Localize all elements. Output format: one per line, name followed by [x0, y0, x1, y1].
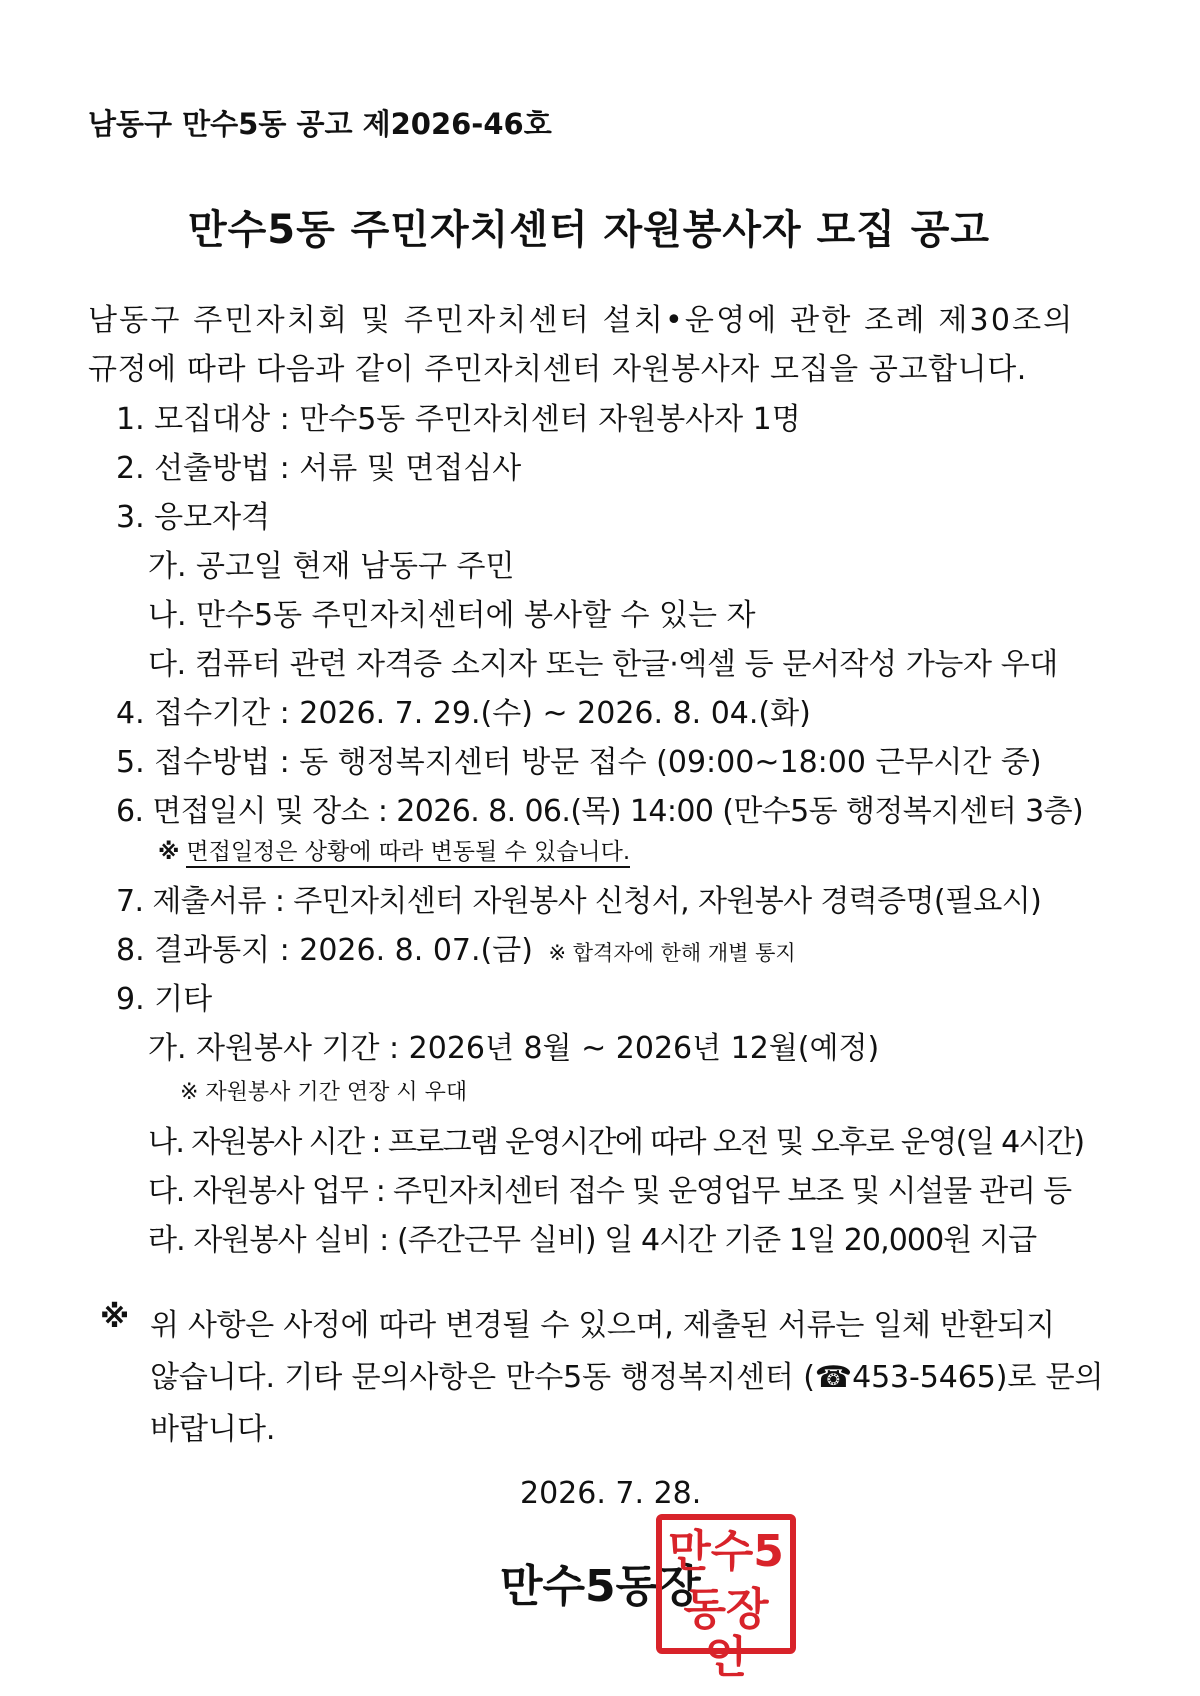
item-interview: 6. 면접일시 및 장소 : 2026. 8. 06.(목) 14:00 (만수5동 행정복지센터 3층) — [116, 794, 1084, 829]
item-eligibility-b: 나. 만수5동 주민자치센터에 봉사할 수 있는 자 — [148, 598, 756, 633]
footer-note-line-1: 위 사항은 사정에 따라 변경될 수 있으며, 제출된 서류는 일체 반환되지 — [150, 1308, 1055, 1343]
item-other-b: 나. 자원봉사 시간 : 프로그램 운영시간에 따라 오전 및 오후로 운영(일 4시간) — [148, 1125, 1084, 1160]
item-other-a: 가. 자원봉사 기간 : 2026년 8월 ~ 2026년 12월(예정) — [148, 1031, 880, 1066]
item-result — [116, 925, 796, 969]
item-application-method: 5. 접수방법 : 동 행정복지센터 방문 접수 (09:00~18:00 근무시간 중) — [116, 745, 1042, 780]
item-other-c: 다. 자원봉사 업무 : 주민자치센터 접수 및 운영업무 보조 및 시설물 관리 등 — [148, 1174, 1071, 1209]
item-eligibility: 3. 응모자격 — [116, 500, 271, 535]
page-title: 만수5동 주민자치센터 자원봉사자 모집 공고 — [188, 207, 991, 253]
item-other: 9. 기타 — [116, 982, 213, 1017]
interview-note-text: 면접일정은 상황에 따라 변동될 수 있습니다. — [186, 839, 630, 868]
seal-text-line-1: 만수5 — [668, 1526, 784, 1577]
item-application-period: 4. 접수기간 : 2026. 7. 29.(수) ~ 2026. 8. 04.(화) — [116, 696, 811, 731]
item-documents: 7. 제출서류 : 주민자치센터 자원봉사 신청서, 자원봉사 경력증명(필요시) — [116, 884, 1042, 919]
footer-note-line-3: 바랍니다. — [150, 1412, 276, 1447]
item-result-text: 8. 결과통지 : 2026. 8. 07.(금) — [116, 933, 533, 968]
intro-line-2: 규정에 따라 다음과 같이 주민자치센터 자원봉사자 모집을 공고합니다. — [88, 352, 1027, 387]
item-selection-method: 2. 선출방법 : 서류 및 면접심사 — [116, 451, 522, 486]
item-other-a-note: ※ 자원봉사 기간 연장 시 우대 — [180, 1080, 468, 1105]
intro-line-1: 남동구 주민자치회 및 주민자치센터 설치•운영에 관한 조례 제30조의 — [88, 303, 1075, 338]
item-other-d: 라. 자원봉사 실비 : (주간근무 실비) 일 4시간 기준 1일 20,000원 지급 — [148, 1223, 1037, 1258]
notice-date: 2026. 7. 28. — [520, 1476, 702, 1511]
seal-text-line-2: 동장인 — [683, 1584, 769, 1683]
item-eligibility-c: 다. 컴퓨터 관련 자격증 소지자 또는 한글·엑셀 등 문서작성 가능자 우대 — [148, 647, 1058, 682]
official-seal — [656, 1514, 796, 1683]
note-mark: ※ — [158, 840, 180, 865]
item-recruit-target: 1. 모집대상 : 만수5동 주민자치센터 자원봉사자 1명 — [116, 402, 801, 437]
interview-note — [158, 833, 630, 866]
notice-number: 남동구 만수5동 공고 제2026-46호 — [88, 107, 552, 141]
footer-note-line-2: 않습니다. 기타 문의사항은 만수5동 행정복지센터 (☎453-5465)로 문의 — [150, 1360, 1104, 1395]
footer-note-mark: ※ — [100, 1300, 130, 1335]
item-result-note: ※ 합격자에 한해 개별 통지 — [548, 941, 796, 965]
signer-name: 만수5동장 — [500, 1561, 701, 1612]
item-eligibility-a: 가. 공고일 현재 남동구 주민 — [148, 549, 515, 584]
